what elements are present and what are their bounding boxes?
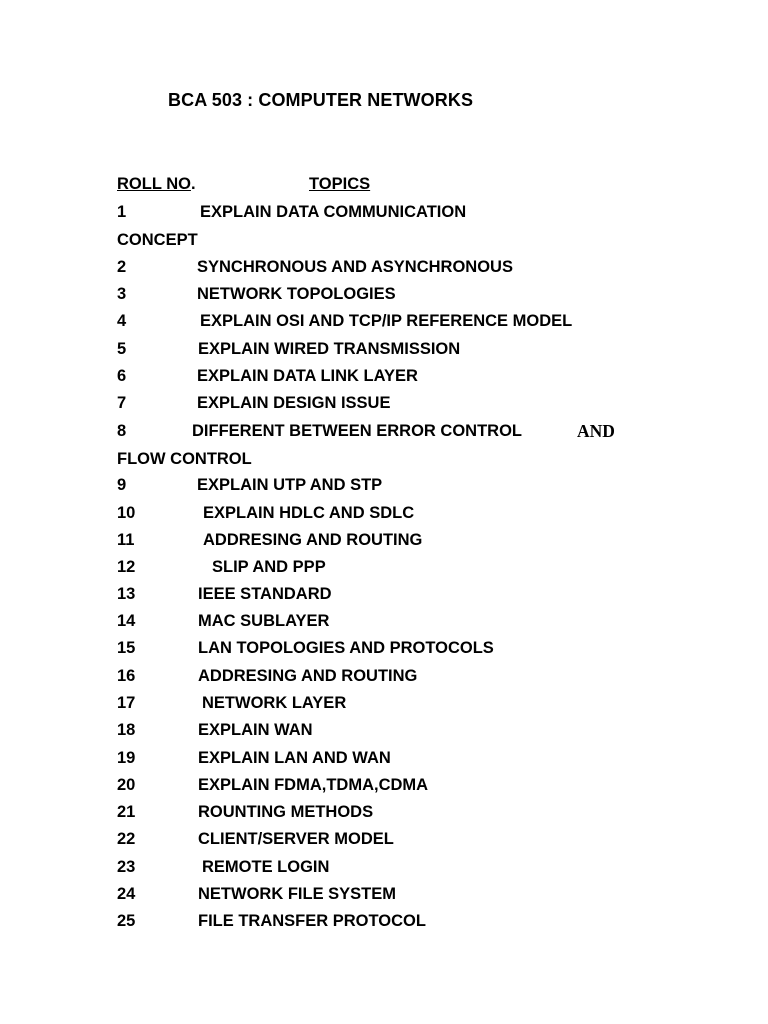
roll-number: 12: [117, 558, 136, 576]
topic-text: CLIENT/SERVER MODEL: [198, 830, 394, 848]
roll-number: 22: [117, 830, 136, 848]
roll-number: 14: [117, 612, 136, 630]
topic-text: NETWORK FILE SYSTEM: [198, 885, 396, 903]
roll-number: 16: [117, 667, 136, 685]
topic-text: ADDRESING AND ROUTING: [203, 531, 423, 549]
topic-text: EXPLAIN DATA COMMUNICATION: [200, 203, 467, 221]
roll-number: 18: [117, 721, 136, 739]
topic-continuation: FLOW CONTROL: [117, 450, 252, 468]
topic-text: REMOTE LOGIN: [202, 858, 330, 876]
roll-number: 4: [117, 312, 127, 330]
roll-number: 23: [117, 858, 136, 876]
roll-number: 8: [117, 422, 127, 440]
topic-text: NETWORK LAYER: [202, 694, 347, 712]
roll-number: 17: [117, 694, 136, 712]
roll-number: 21: [117, 803, 136, 821]
roll-number: 10: [117, 504, 136, 522]
topic-text: LAN TOPOLOGIES AND PROTOCOLS: [198, 639, 494, 657]
topic-text: EXPLAIN DATA LINK LAYER: [197, 367, 418, 385]
roll-number: 2: [117, 258, 127, 276]
topic-text: EXPLAIN FDMA,TDMA,CDMA: [198, 776, 429, 794]
topics-header: TOPICS: [309, 175, 371, 193]
topic-text: NETWORK TOPOLOGIES: [197, 285, 396, 303]
topic-text: EXPLAIN LAN AND WAN: [198, 749, 391, 767]
roll-number: 19: [117, 749, 136, 767]
topic-text: EXPLAIN DESIGN ISSUE: [197, 394, 391, 412]
roll-number: 15: [117, 639, 136, 657]
topic-text: DIFFERENT BETWEEN ERROR CONTROL: [192, 422, 522, 440]
topic-tail: AND: [577, 421, 615, 441]
roll-number: 3: [117, 285, 127, 303]
topic-text: SYNCHRONOUS AND ASYNCHRONOUS: [197, 258, 513, 276]
roll-number: 13: [117, 585, 136, 603]
topic-text: ADDRESING AND ROUTING: [198, 667, 418, 685]
topic-text: EXPLAIN OSI AND TCP/IP REFERENCE MODEL: [200, 312, 573, 330]
topic-text: EXPLAIN HDLC AND SDLC: [203, 504, 415, 522]
roll-number: 9: [117, 476, 127, 494]
topic-text: MAC SUBLAYER: [198, 612, 330, 630]
topic-text: EXPLAIN UTP AND STP: [197, 476, 383, 494]
roll-no-header: ROLL NO.: [117, 175, 196, 193]
roll-number: 25: [117, 912, 136, 930]
roll-number: 7: [117, 394, 127, 412]
roll-number: 5: [117, 340, 127, 358]
topic-text: FILE TRANSFER PROTOCOL: [198, 912, 426, 930]
roll-number: 20: [117, 776, 136, 794]
topic-text: EXPLAIN WAN: [198, 721, 313, 739]
topic-text: IEEE STANDARD: [198, 585, 332, 603]
topic-text: ROUNTING METHODS: [198, 803, 374, 821]
roll-number: 1: [117, 203, 127, 221]
topic-text: SLIP AND PPP: [212, 558, 326, 576]
topic-text: EXPLAIN WIRED TRANSMISSION: [198, 340, 461, 358]
roll-number: 24: [117, 885, 136, 903]
topic-continuation: CONCEPT: [117, 231, 198, 249]
roll-number: 11: [117, 531, 135, 549]
roll-number: 6: [117, 367, 127, 385]
document-title: BCA 503 : COMPUTER NETWORKS: [168, 90, 474, 110]
